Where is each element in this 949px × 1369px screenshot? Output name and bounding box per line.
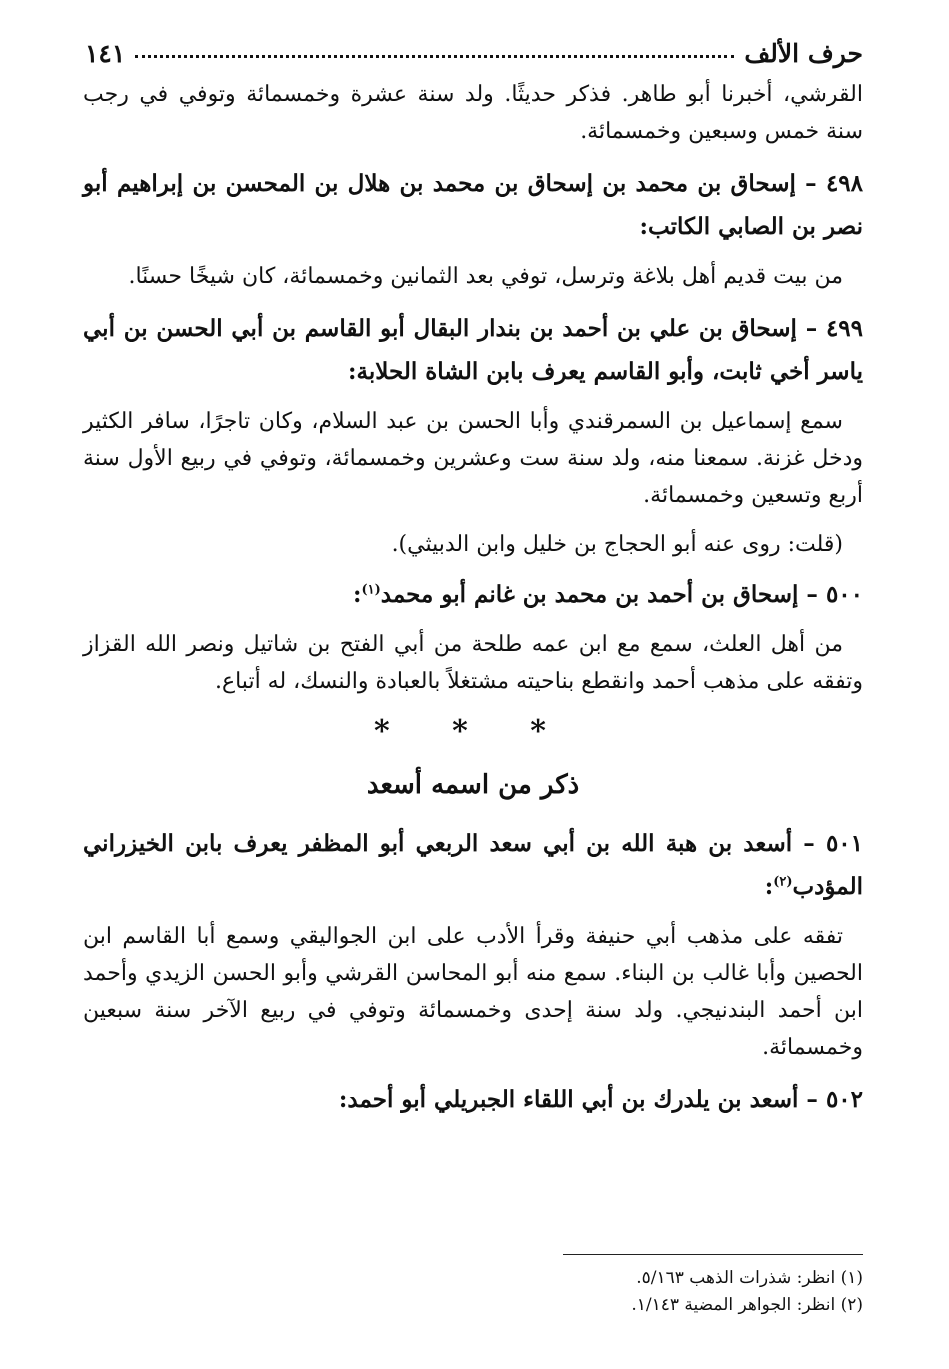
footnote-2: (٢) انظر: الجواهر المضية ١/١٤٣. <box>631 1295 863 1315</box>
entry-501-number: ٥٠١ – <box>803 830 864 857</box>
footnotes <box>83 1254 863 1319</box>
entry-501-colon: : <box>764 873 774 900</box>
entry-499-name: إسحاق بن علي بن أحمد بن بندار البقال أبو القاسم بن أبي الحسن بن أبي ياسر أخي ثابت، وأبو القاسم يعرف بابن الشاة الحلابة: <box>83 315 863 385</box>
entry-502-number: ٥٠٢ – <box>806 1086 863 1113</box>
entry-498-heading <box>83 162 863 248</box>
entry-500-number: ٥٠٠ – <box>806 581 863 608</box>
entry-499-number: ٤٩٩ – <box>805 315 863 342</box>
entry-501-name: أسعد بن هبة الله بن أبي سعد الربعي أبو المظفر يعرف بابن الخيزراني المؤدب <box>83 830 863 900</box>
chapter-title: حرف الألف <box>744 39 863 68</box>
entry-501-text: تفقه على مذهب أبي حنيفة وقرأ الأدب على ابن الجواليقي وسمع أبا القاسم ابن الحصين وأبا غالب بن البناء. سمع منه أبو المحاسن القرشي وأبو الحسن الزيدي وأحمد ابن أحمد البندنيجي. ولد سنة إحدى وخمسمائة وتوفي في ربيع الآخر سنة سبعين وخمسمائة. <box>83 924 863 1060</box>
footnote-ref-1: (١) <box>361 582 381 598</box>
entry-501-heading <box>83 822 863 908</box>
running-header <box>85 28 863 68</box>
entry-498-number: ٤٩٨ – <box>805 170 863 197</box>
page-number: ١٤١ <box>85 39 126 68</box>
entry-499-heading <box>83 307 863 393</box>
section-separator: * * * <box>374 714 572 749</box>
entry-498-name: إسحاق بن محمد بن إسحاق بن محمد بن هلال بن المحسن بن إبراهيم أبو نصر بن الصابي الكاتب: <box>83 170 863 240</box>
entry-500-heading <box>83 573 863 616</box>
entry-502-name: أسعد بن يلدرك بن أبي اللقاء الجبريلي أبو أحمد: <box>338 1086 799 1113</box>
intro-paragraph: القرشي، أخبرنا أبو طاهر. فذكر حديثًا. ولد سنة عشرة وخمسمائة وتوفي في رجب سنة خمس وسبعين وخمسمائة. <box>83 82 863 144</box>
entry-500-text: من أهل العلث، سمع مع ابن عمه طلحة من أبي الفتح بن شاتيل ونصر الله القزاز وتفقه على مذهب أحمد وانقطع بناحيته مشتغلاً بالعبادة والنسك، له أتباع. <box>83 632 863 694</box>
header-dot-leader <box>135 55 734 58</box>
main-text <box>83 76 863 1131</box>
entry-500-name: إسحاق بن أحمد بن محمد بن غانم أبو محمد <box>380 581 799 608</box>
entry-499-note: (قلت: روى عنه أبو الحجاج بن خليل وابن الدبيثي). <box>391 532 843 557</box>
entry-502-heading <box>83 1078 863 1121</box>
footnote-1: (١) انظر: شذرات الذهب ٥/١٦٣. <box>636 1268 863 1288</box>
footnote-rule <box>563 1254 863 1255</box>
entry-498-text: من بيت قديم أهل بلاغة وترسل، توفي بعد الثمانين وخمسمائة، كان شيخًا حسنًا. <box>128 264 843 289</box>
entry-499-text: سمع إسماعيل بن السمرقندي وأبا الحسن بن عبد السلام، وكان تاجرًا، سافر الكثير ودخل غزنة. سمعنا منه، ولد سنة ست وعشرين وخمسمائة، وتوفي في ربيع الأول سنة أربع وتسعين وخمسمائة. <box>83 409 863 508</box>
section-title: ذكر من اسمه أسعد <box>366 770 580 800</box>
entry-500-colon: : <box>352 581 362 608</box>
footnote-ref-2: (٢) <box>773 874 793 890</box>
